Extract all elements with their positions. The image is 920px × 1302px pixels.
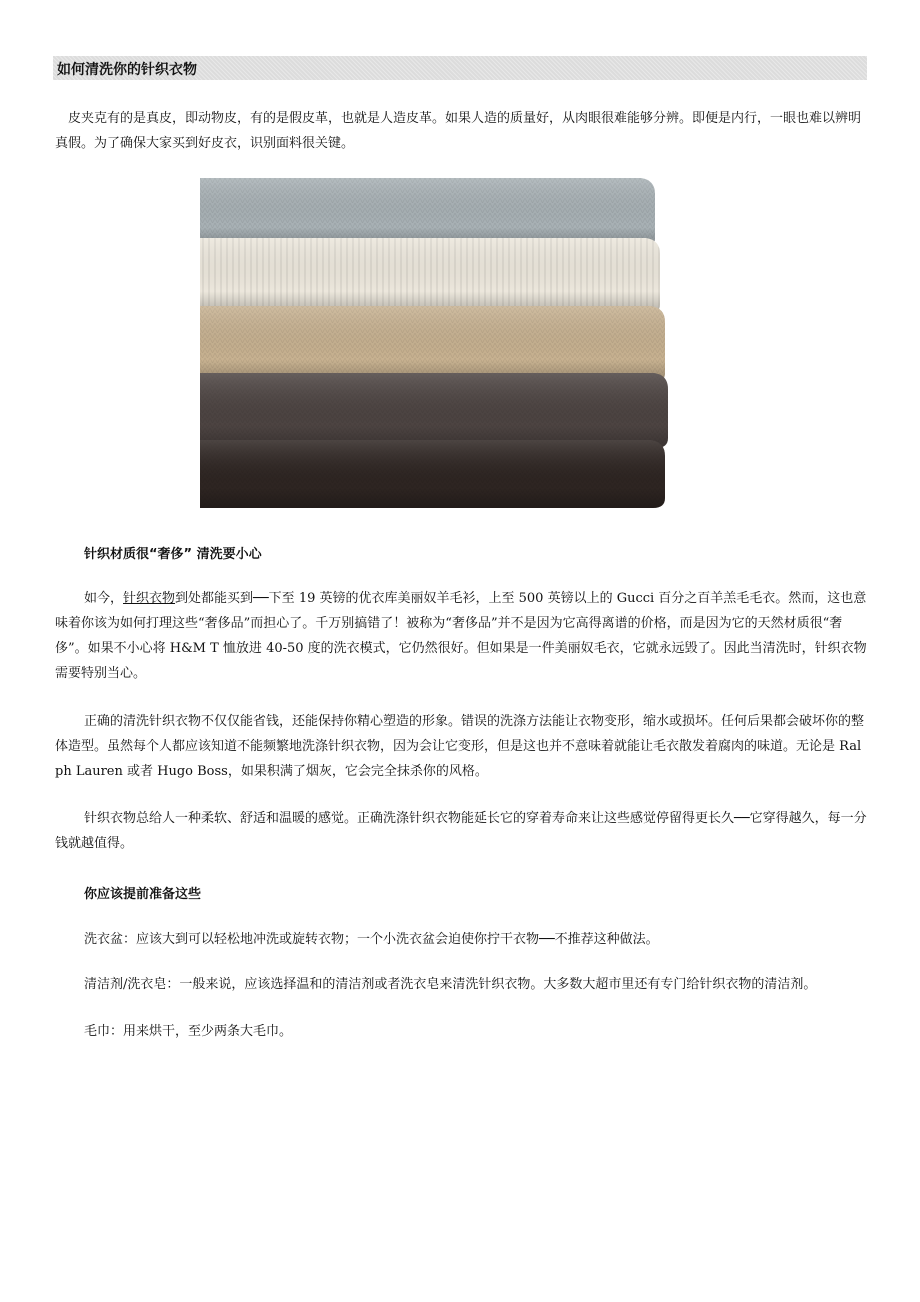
sweater-layer-shade-2: [200, 238, 660, 314]
prep-item-washbasin: 洗衣盆：应该大到可以轻松地冲洗或旋转衣物；一个小洗衣盆会迫使你拧干衣物──不推荐这种做法。: [84, 932, 659, 947]
section-heading-preparation: 你应该提前准备这些: [84, 887, 202, 902]
sweater-stack-illustration: [200, 178, 723, 508]
p1-text-rest: 到处都能买到──下至 19 英镑的优衣库美丽奴羊毛衫，上至 500 英镑以上的 Gucci 百分之百羊羔毛毛衣。然而，这也意味着你该为如何打理这些“奢侈品”而担心了。千万别搞错了！被称为“奢侈品”并不是因为它高得离谱的价格，而是因为它的天然材质很“奢侈”。如果不小心将 H&M T 恤放进 40-50 度的洗衣模式，它仍然很好。但如果是一件美丽奴毛衣，它就永远毁了。因此当清洗时，针织衣物需要特别当心。: [55, 591, 867, 681]
page-title: 如何清洗你的针织衣物: [57, 62, 197, 78]
prep-item-detergent: 清洁剂/洗衣皂：一般来说，应该选择温和的清洁剂或者洗衣皂来清洗针织衣物。大多数大超市里还有专门给针织衣物的清洁剂。: [84, 977, 817, 992]
knitwear-stack-photo: [200, 178, 723, 508]
p1-text-start: 如今，: [84, 591, 124, 606]
intro-paragraph: 皮夹克有的是真皮，即动物皮，有的是假皮革，也就是人造皮革。如果人造的质量好，从肉眼很难能够分辨。即便是内行，一眼也难以辨明真假。为了确保大家买到好皮衣，识别面料很关键。: [55, 111, 862, 151]
knitwear-link[interactable]: 针织衣物: [123, 591, 176, 606]
sweater-layer-shade-3: [200, 306, 665, 383]
section1-paragraph-2: 正确的清洗针织衣物不仅仅能省钱，还能保持你精心塑造的形象。错误的洗涤方法能让衣物变形，缩水或损坏。任何后果都会破坏你的整体造型。虽然每个人都应该知道不能频繁地洗涤针织衣物，因为会让它变形，但是这也并不意味着就能让毛衣散发着腐肉的味道。无论是 Ralph Lauren 或者 Hugo Boss，如果积满了烟灰，它会完全抹杀你的风格。: [55, 714, 865, 779]
sweater-layer-shade-5: [200, 440, 665, 508]
sweater-layer-shade-1: [200, 178, 655, 248]
section1-paragraph-3: 针织衣物总给人一种柔软、舒适和温暖的感觉。正确洗涤针织衣物能延长它的穿着寿命来让这些感觉停留得更长久──它穿得越久，每一分钱就越值得。: [55, 811, 867, 851]
sweater-layer-shade-4: [200, 373, 668, 448]
section1-paragraph-1: [55, 586, 869, 686]
title-bar: [53, 56, 867, 80]
prep-item-towel: 毛巾：用来烘干，至少两条大毛巾。: [84, 1024, 293, 1039]
section-heading-knit-luxury: 针织材质很“奢侈” 清洗要小心: [84, 547, 262, 562]
